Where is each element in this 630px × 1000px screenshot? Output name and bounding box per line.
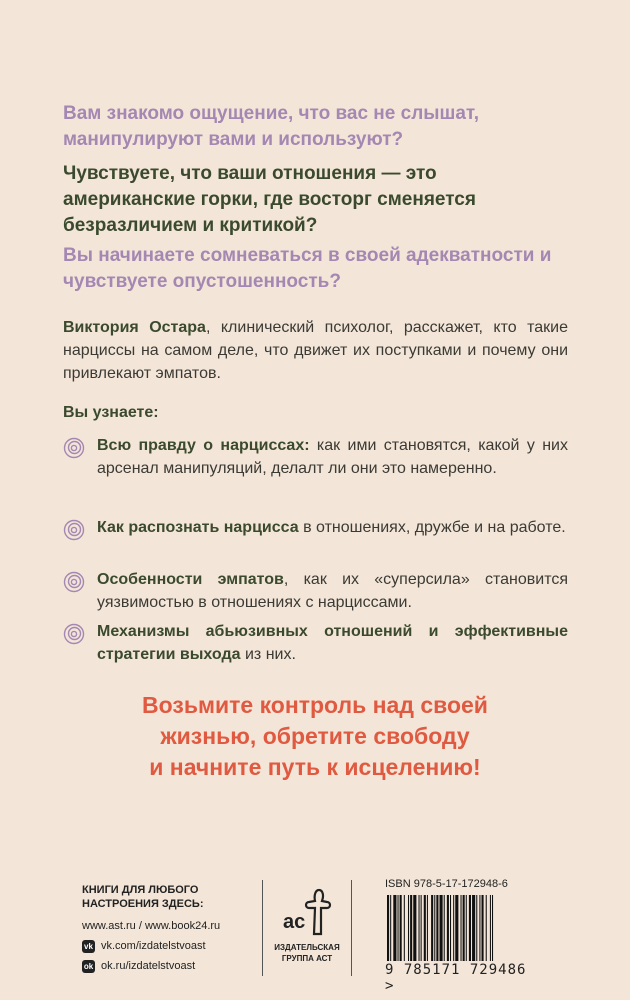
barcode-bar	[393, 895, 396, 961]
learn-title: Вы узнаете:	[63, 404, 159, 421]
barcode-bar	[400, 895, 402, 961]
ast-logo-icon	[279, 884, 337, 940]
question-2: Чувствуете, что ваши отношения — это американские горки, где восторг сменяется безразличием и критикой?	[63, 163, 476, 236]
list-item-rest: из них.	[240, 646, 296, 663]
publisher-logo-block	[262, 880, 352, 976]
barcode-bar	[390, 895, 391, 961]
cta-line-3: и начните путь к исцелению!	[149, 754, 481, 780]
barcode-bar	[455, 895, 458, 961]
spiral-bullet-icon	[63, 623, 85, 645]
barcode-block	[385, 878, 535, 994]
barcode-image	[385, 895, 535, 961]
barcode-bar	[440, 895, 443, 961]
footer-title-line-1: КНИГИ ДЛЯ ЛЮБОГО	[82, 884, 199, 896]
vk-link[interactable]	[82, 939, 252, 953]
question-1: Вам знакомо ощущение, что вас не слышат, манипулируют вами и используют?	[63, 103, 480, 150]
barcode-bar	[450, 895, 451, 961]
barcode-bar	[486, 895, 487, 961]
spiral-bullet-icon	[63, 437, 85, 459]
list-item	[63, 568, 568, 614]
barcode-bar	[466, 895, 467, 961]
question-3: Вы начинаете сомневаться в своей адекватности и чувствуете опустошенность?	[63, 245, 552, 292]
barcode-bar	[482, 895, 484, 961]
barcode-bar	[476, 895, 477, 961]
intro-text: , клинический психолог, расскажет, кто такие нарциссы на самом деле, что движет их поступками и почему они привлекают эмпатов.	[63, 319, 569, 382]
barcode-bar	[413, 895, 416, 961]
barcode-bar	[427, 895, 428, 961]
spiral-bullet-icon	[63, 519, 85, 541]
barcode-bar	[404, 895, 405, 961]
list-item	[63, 620, 568, 666]
vk-icon: vk	[82, 940, 95, 953]
list-item-rest: в отношениях, дружбе и на работе.	[298, 519, 566, 536]
call-to-action	[0, 690, 630, 783]
barcode-bar	[463, 895, 465, 961]
list-item	[63, 434, 568, 480]
barcode-bar	[408, 895, 409, 961]
vk-link-text: vk.com/izdatelstvoast	[101, 940, 206, 952]
ok-link[interactable]	[82, 959, 252, 973]
spiral-bullet-icon	[63, 571, 85, 593]
list-item	[63, 516, 568, 539]
list-item-text	[97, 620, 568, 666]
isbn-text: ISBN 978-5-17-172948-6	[385, 878, 508, 890]
barcode-bar	[431, 895, 433, 961]
barcode-bar	[461, 895, 462, 961]
footer-links	[82, 883, 252, 973]
list-item-text	[97, 516, 568, 539]
barcode-bar	[436, 895, 438, 961]
cta-line-2: жизнью, обретите свободу	[160, 723, 470, 749]
barcode-bar	[419, 895, 420, 961]
intro-paragraph	[63, 316, 568, 385]
list-item-bold: Особенности эмпатов	[97, 571, 284, 588]
list-item-bold: Всю правду о нарциссах:	[97, 437, 310, 454]
barcode-bar	[447, 895, 449, 961]
barcode-bar	[479, 895, 480, 961]
barcode-bar	[472, 895, 475, 961]
barcode-digits: 9 785171 729486 >	[385, 962, 527, 994]
list-item-rest: как ими становятся, какой у них арсенал манипуляций, делалт ли они это намеренно.	[97, 437, 568, 477]
barcode-bar	[434, 895, 435, 961]
footer-title-line-2: НАСТРОЕНИЯ ЗДЕСЬ:	[82, 898, 204, 910]
barcode-bar	[453, 895, 454, 961]
ok-icon: ok	[83, 961, 94, 971]
ok-link-text: ok.ru/izdatelstvoast	[101, 960, 196, 972]
cta-line-1: Возьмите контроль над своей	[142, 692, 488, 718]
barcode-bar	[421, 895, 422, 961]
barcode-bar	[424, 895, 426, 961]
footer-sites-link[interactable]: www.ast.ru / www.book24.ru	[82, 920, 221, 932]
barcode-bar	[469, 895, 471, 961]
barcode-bar	[387, 895, 389, 961]
barcode-bar	[398, 895, 399, 961]
list-item-text	[97, 434, 568, 480]
barcode-bar	[410, 895, 412, 961]
list-item-bold: Механизмы абьюзивных отношений и эффективные стратегии выхода	[97, 623, 568, 663]
list-item-rest: , как их «суперсила» становится уязвимостью в отношениях с нарциссами.	[97, 571, 568, 611]
barcode-bar	[492, 895, 493, 961]
barcode-bar	[444, 895, 445, 961]
list-item-bold: Как распознать нарцисса	[97, 519, 299, 536]
ast-logo-text: ас	[283, 911, 306, 933]
publisher-line-1: ИЗДАТЕЛЬСКАЯ	[274, 943, 340, 952]
author-name: Виктория Остара	[63, 319, 206, 336]
list-item-text	[97, 568, 568, 614]
barcode-bar	[490, 895, 491, 961]
publisher-line-2: ГРУППА АСТ	[281, 954, 333, 963]
footer-title	[82, 883, 252, 911]
